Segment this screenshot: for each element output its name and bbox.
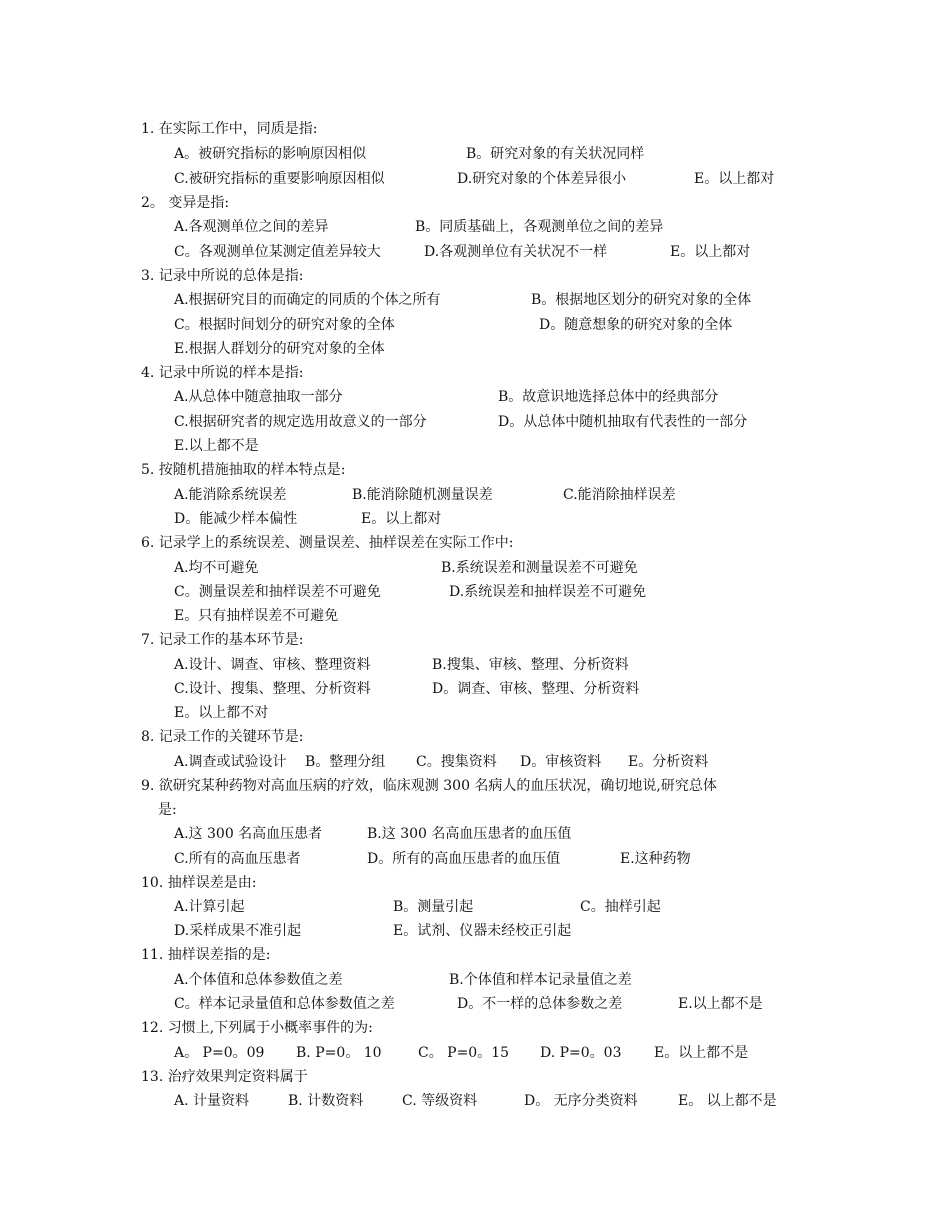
- option-text: B。根据地区划分的研究对象的全体: [531, 292, 752, 308]
- option-text: B。整理分组: [305, 754, 386, 770]
- option-text: E.根据人群划分的研究对象的全体: [174, 341, 385, 357]
- option-text: A.调查或试验设计: [174, 754, 287, 770]
- option-text: B.个体值和样本记录量值之差: [449, 972, 632, 988]
- question-stem: 9. 欲研究某种药物对高血压病的疗效，临床观测 300 名病人的血压状况，确切地说,研究总体: [141, 778, 717, 794]
- option-text: A.能消除系统误差: [174, 487, 287, 503]
- option-text: A.设计、调查、审核、整理资料: [174, 657, 371, 673]
- option-text: C。搜集资料: [416, 754, 497, 770]
- question-stem: 2。 变异是指:: [141, 195, 230, 211]
- option-text: E。以上都不对: [174, 705, 269, 721]
- option-text: B。同质基础上，各观测单位之间的差异: [415, 219, 664, 235]
- option-text: D。随意想象的研究对象的全体: [539, 317, 733, 333]
- option-text: A. 计量资料: [174, 1093, 250, 1109]
- option-text: C。抽样引起: [580, 899, 661, 915]
- option-text: C。测量误差和抽样误差不可避免: [174, 584, 381, 600]
- option-text: D.系统误差和抽样误差不可避免: [449, 584, 647, 600]
- option-text: E。以上都对: [694, 171, 775, 187]
- option-text: C。 P=0。15: [418, 1045, 510, 1061]
- question-stem: 7. 记录工作的基本环节是:: [141, 632, 304, 648]
- option-text: B。研究对象的有关状况同样: [466, 146, 645, 162]
- option-text: C. 等级资料: [402, 1093, 478, 1109]
- option-text: B.能消除随机测量误差: [352, 487, 493, 503]
- option-text: B.搜集、审核、整理、分析资料: [432, 657, 629, 673]
- option-text: D.采样成果不准引起: [174, 923, 302, 939]
- option-text: B。测量引起: [393, 899, 474, 915]
- option-text: D。所有的高血压患者的血压值: [367, 851, 561, 867]
- option-text: D。不一样的总体参数之差: [457, 996, 623, 1012]
- option-text: D。从总体中随机抽取有代表性的一部分: [498, 414, 748, 430]
- option-text: E。只有抽样误差不可避免: [174, 608, 339, 624]
- question-stem: 3. 记录中所说的总体是指:: [141, 268, 304, 284]
- question-stem: 12. 习惯上,下列属于小概率事件的为:: [141, 1020, 373, 1036]
- option-text: A.这 300 名高血压患者: [174, 826, 323, 842]
- option-text: B. P=0。 10: [296, 1045, 382, 1061]
- option-text: D.各观测单位有关状况不一样: [424, 244, 608, 260]
- option-text: A.个体值和总体参数值之差: [174, 972, 343, 988]
- option-text: C.被研究指标的重要影响原因相似: [174, 171, 385, 187]
- option-text: A.各观测单位之间的差异: [174, 219, 329, 235]
- question-stem: 13. 治疗效果判定资料属于: [141, 1069, 308, 1085]
- option-text: B.这 300 名高血压患者的血压值: [367, 826, 572, 842]
- option-text: C。各观测单位某测定值差异较大: [174, 244, 381, 260]
- option-text: A.均不可避免: [174, 560, 259, 576]
- option-text: B.系统误差和测量误差不可避免: [441, 560, 638, 576]
- question-stem: 4. 记录中所说的样本是指:: [141, 365, 304, 381]
- question-stem: 8. 记录工作的关键环节是:: [141, 729, 304, 745]
- option-text: A。 P=0。09: [174, 1045, 265, 1061]
- option-text: C.根据研究者的规定选用故意义的一部分: [174, 414, 427, 430]
- option-text: E。 以上都不是: [678, 1093, 777, 1109]
- option-text: A。被研究指标的影响原因相似: [174, 146, 367, 162]
- option-text: D。调查、审核、整理、分析资料: [432, 681, 640, 697]
- option-text: D.研究对象的个体差异很小: [457, 171, 627, 187]
- option-text: E.这种药物: [620, 851, 691, 867]
- option-text: A.根据研究目的而确定的同质的个体之所有: [174, 292, 441, 308]
- question-stem: 6. 记录学上的系统误差、测量误差、抽样误差在实际工作中:: [141, 535, 514, 551]
- option-text: C。样本记录量值和总体参数值之差: [174, 996, 395, 1012]
- option-text: E。以上都对: [670, 244, 751, 260]
- option-text: D。审核资料: [520, 754, 602, 770]
- option-text: A.计算引起: [174, 899, 245, 915]
- option-text: D. P=0。03: [540, 1045, 622, 1061]
- question-stem: 10. 抽样误差是由:: [141, 875, 257, 891]
- option-text: C.所有的高血压患者: [174, 851, 301, 867]
- option-text: E.以上都不是: [174, 438, 259, 454]
- question-stem-continued: 是:: [158, 802, 177, 818]
- option-text: E.以上都不是: [678, 996, 763, 1012]
- question-stem: 11. 抽样误差指的是:: [141, 947, 271, 963]
- option-text: E。试剂、仪器未经校正引起: [393, 923, 572, 939]
- option-text: C。根据时间划分的研究对象的全体: [174, 317, 395, 333]
- option-text: D。能减少样本偏性: [174, 511, 298, 527]
- option-text: B。故意识地选择总体中的经典部分: [498, 389, 719, 405]
- option-text: A.从总体中随意抽取一部分: [174, 389, 343, 405]
- option-text: D。 无序分类资料: [524, 1093, 638, 1109]
- question-stem: 1. 在实际工作中，同质是指:: [141, 121, 318, 137]
- option-text: E。以上都不是: [654, 1045, 749, 1061]
- question-stem: 5. 按随机措施抽取的样本特点是:: [141, 462, 346, 478]
- option-text: B. 计数资料: [288, 1093, 364, 1109]
- option-text: E。以上都对: [361, 511, 442, 527]
- option-text: C.设计、搜集、整理、分析资料: [174, 681, 371, 697]
- option-text: C.能消除抽样误差: [563, 487, 676, 503]
- option-text: E。分析资料: [628, 754, 709, 770]
